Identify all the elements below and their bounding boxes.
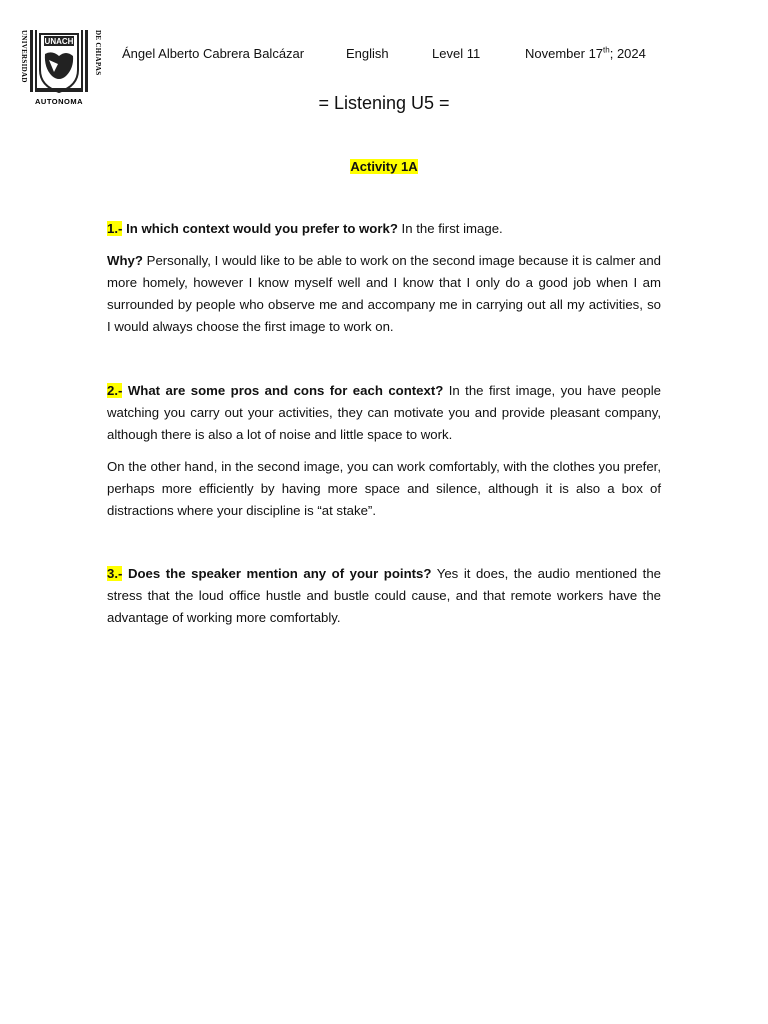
question-number: 3.- <box>107 566 123 581</box>
activity-heading <box>0 159 768 174</box>
answer-paragraph: On the other hand, in the second image, you can work comfortably, with the clothes you prefer, perhaps more efficiently by having more space and silence, although it is also a box of distractions where your discipline is “at stake”. <box>107 459 661 518</box>
date-main: November 17 <box>525 46 604 61</box>
answer-text: In the first image, you have people watching you carry out your activities, they can motivate you and provide pleasant company, although there is also a lot of noise and little space to work. <box>107 383 662 442</box>
question-3 <box>107 563 661 629</box>
svg-text:DE CHIAPAS: DE CHIAPAS <box>94 30 102 76</box>
level: Level 11 <box>432 46 481 61</box>
answer-text: In the first image. <box>397 221 503 236</box>
date <box>525 46 646 61</box>
why-paragraph <box>107 250 661 338</box>
question-2-second-paragraph <box>107 456 661 522</box>
why-label: Why? <box>107 253 143 268</box>
page-title: = Listening U5 = <box>318 93 450 113</box>
question-1 <box>107 218 661 240</box>
svg-text:UNACH: UNACH <box>44 37 74 46</box>
svg-text:UNIVERSIDAD: UNIVERSIDAD <box>20 30 28 83</box>
question-2 <box>107 380 661 446</box>
activity-label: Activity 1A <box>350 159 418 174</box>
document-header <box>0 46 768 64</box>
question-text: What are some pros and cons for each context? <box>127 383 444 398</box>
why-text: Personally, I would like to be able to work on the second image because it is calmer and more homely, however I know myself well and I know that I only do a good job when I am surrounded by people who observe me and accompany me in carrying out all my activities, so I would always choose the first image to work on. <box>107 253 661 334</box>
question-number: 1.- <box>107 221 123 236</box>
answer-text: Yes it does, the audio mentioned the stress that the loud office hustle and bustle could cause, and that remote workers have the advantage of working more comfortably. <box>107 566 661 625</box>
question-3-paragraph <box>107 563 661 629</box>
question-number: 2.- <box>107 383 123 398</box>
question-2-paragraph <box>107 380 661 446</box>
question-text: In which context would you prefer to work? <box>126 221 398 236</box>
student-name: Ángel Alberto Cabrera Balcázar <box>122 46 305 61</box>
date-year: ; 2024 <box>609 46 646 61</box>
subject: English <box>346 46 389 61</box>
question-text: Does the speaker mention any of your points? <box>127 566 432 581</box>
question-1-line <box>107 218 661 240</box>
date-ordinal: th <box>603 45 610 55</box>
svg-text:AUTONOMA: AUTONOMA <box>34 97 84 106</box>
question-1-why <box>107 250 661 338</box>
